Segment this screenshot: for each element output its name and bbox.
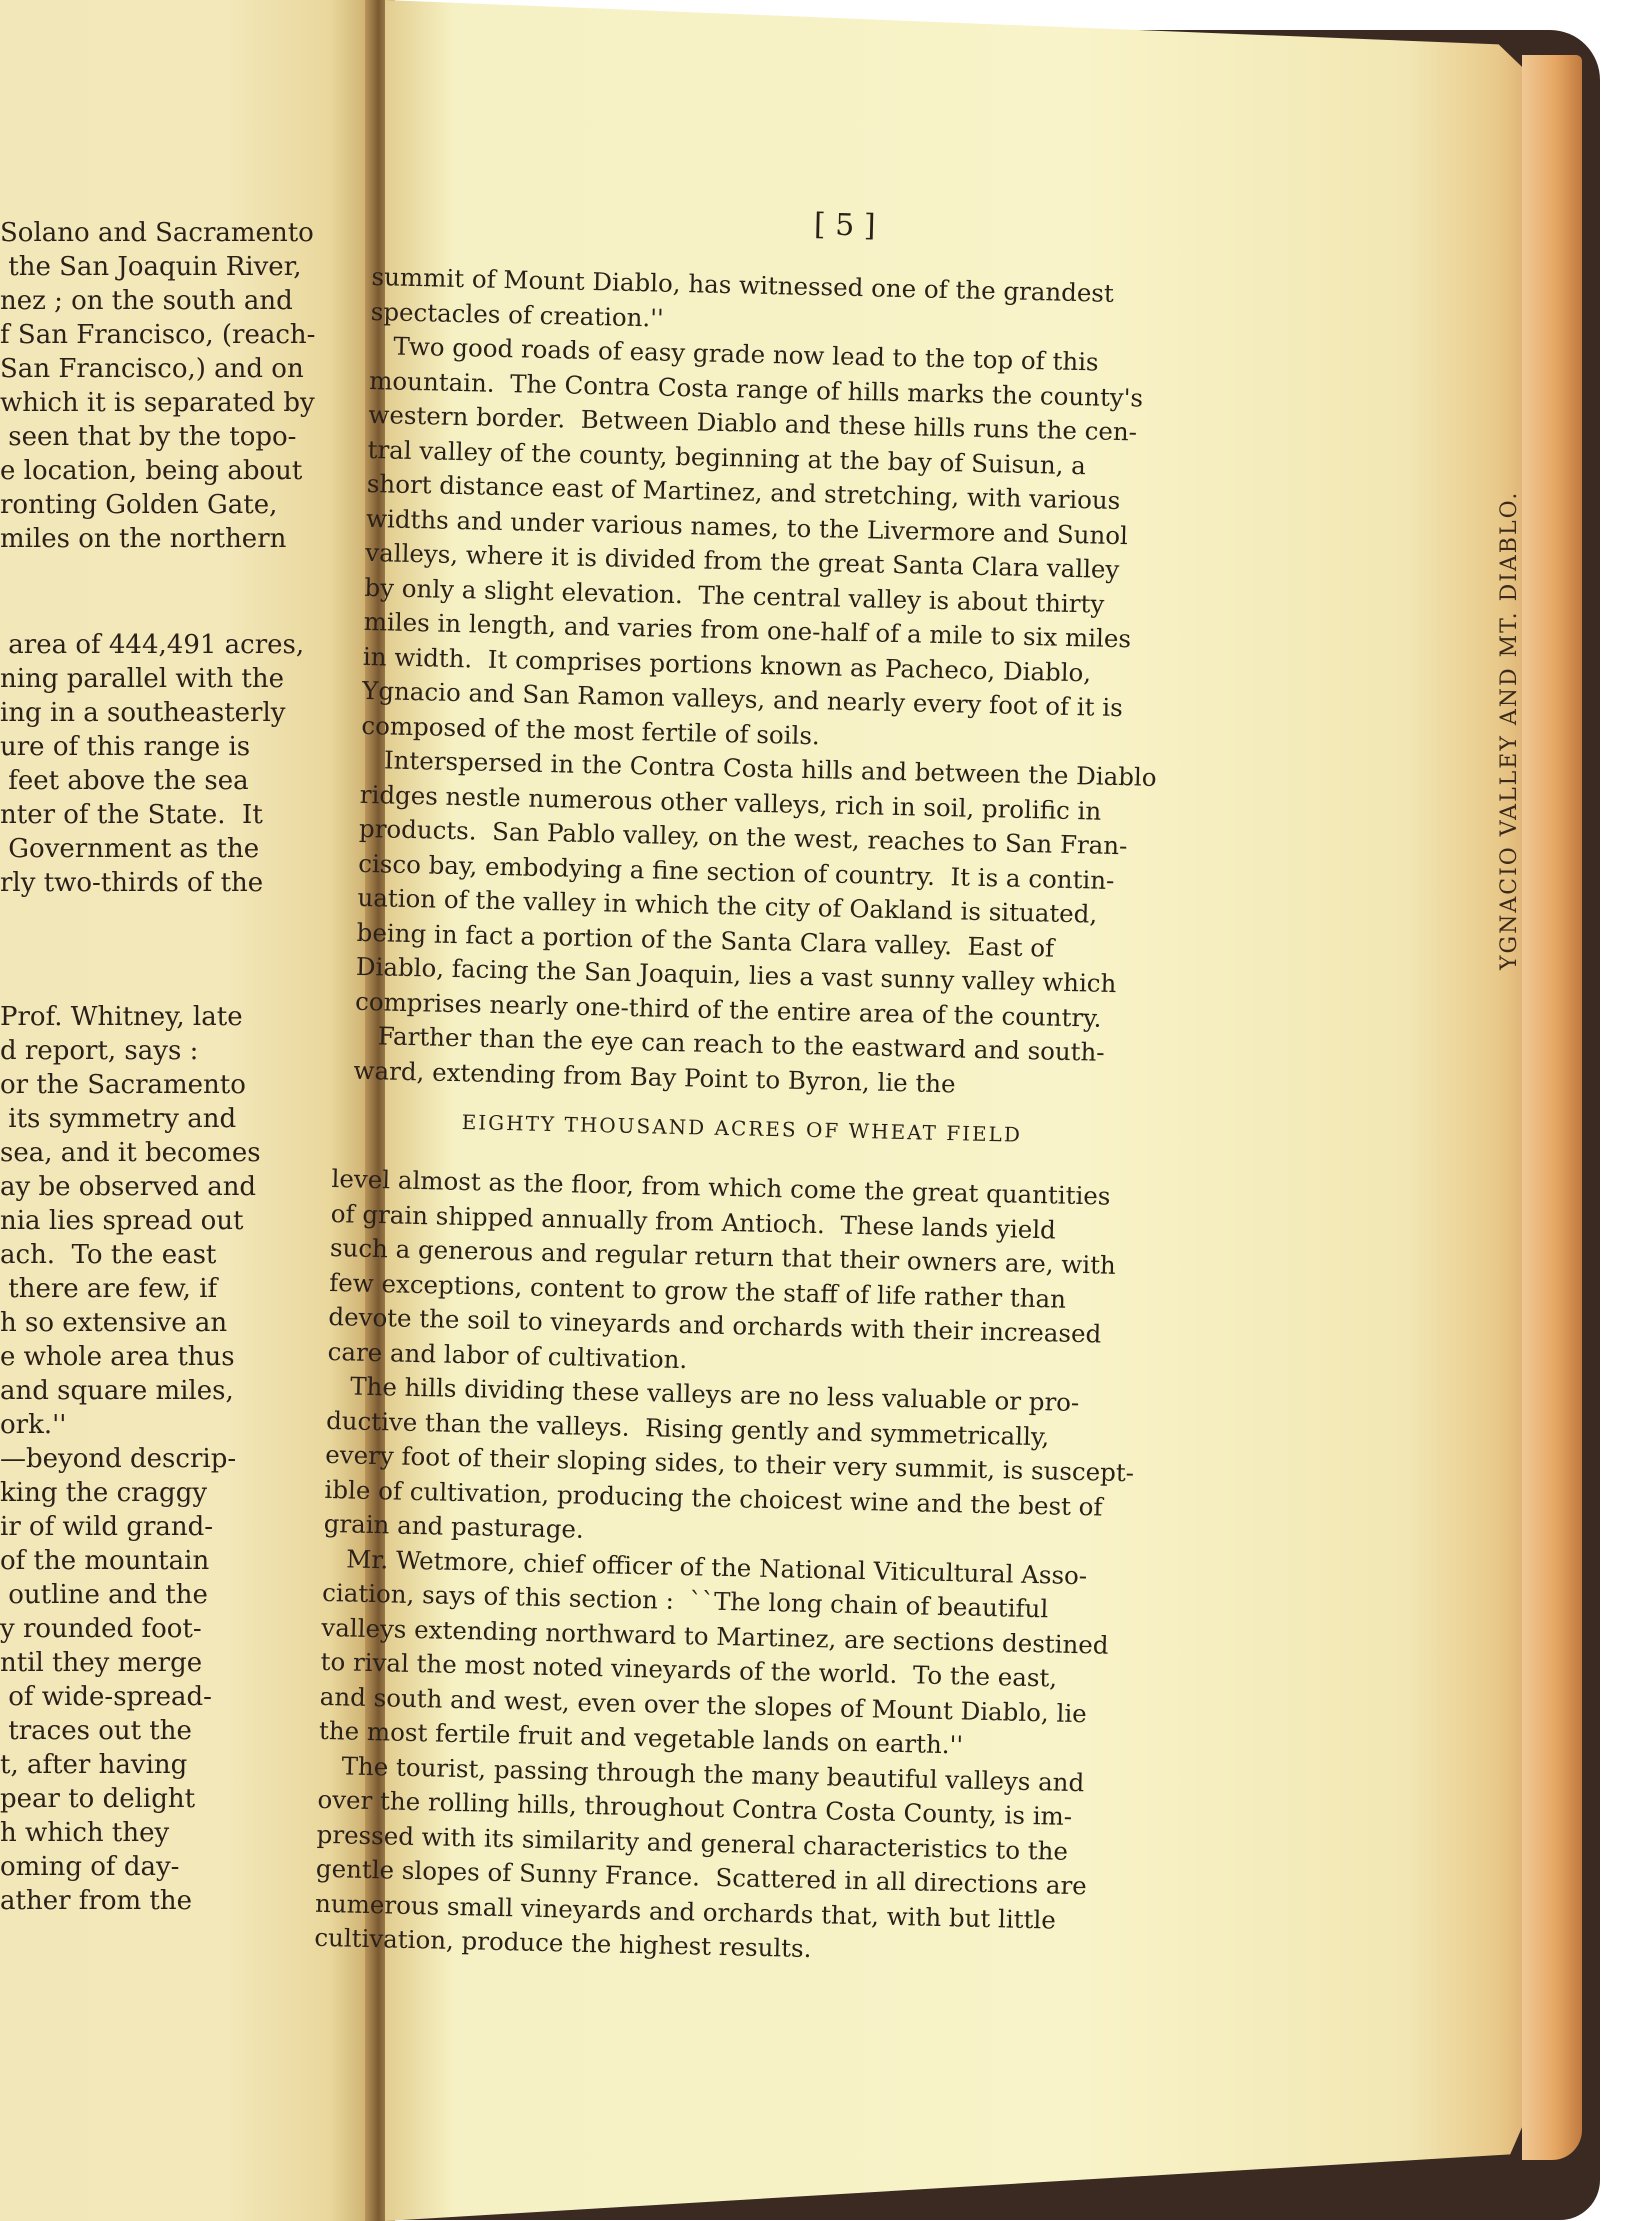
left-page-text-block-3: Prof. Whitney, late d report, says : or the Sacramento its symmetry and sea, and it becomes ay be observed and nia lies spread out ach. To the east there are few, if h so extensive an e whole area thus and square miles, ork.'' —beyond descrip- king the craggy ir of wild grand- of the mountain outline and the y rounded foot- ntil they merge of wide-spread- traces out the t, after having pear to delight h which they oming of day- ather from the — [0, 1002, 261, 1916]
body-paragraphs-lower: level almost as the floor, from which come the great quantities of grain shipped annually from Antioch. These lands yield such a generous and regular return that their owners are, with few exceptions, content to grow the staff of life rather than devote the soil to vineyards and orchards with their increased care and labor of cultivation. The hills dividing these valleys are no less valuable or pro- ductive than the valleys. Rising gently and symmetrically, every foot of their sloping sides, to their very summit, is suscept- ible of cultivation, producing the choicest wine and the best of grain and pasturage. Mr. Wetmore, chief officer of the National Viticultural Asso- ciation, says of this section : ``The long chain of beautiful valleys extending northward to Martinez, are sections destined to rival the most noted vineyards of the world. To the east, and south and west, even over the slopes of Mount Diablo, lie the most fertile fruit and vegetable lands on earth.'' The tourist, passing through the many beautiful valleys and over the rolling hills, throughout Contra Costa County, is im- pressed with its similarity and general characteristics to the gentle slopes of Sunny France. Scattered in all directions are numerous small vineyards and orchards that, with but little cultivation, produce the highest results. — [314, 1163, 1135, 1964]
running-head: YGNACIO VALLEY AND MT. DIABLO. — [1497, 490, 1522, 970]
page-edge — [1522, 55, 1582, 2160]
left-page-text-block-1: Solano and Sacramento the San Joaquin River, nez ; on the south and f San Francisco, (reach- San Francisco,) and on which it is separated by seen that by the topo- e location, being about ronting Golden Gate, miles on the northern — [0, 218, 316, 554]
page-number: [ 5 ] — [813, 207, 876, 244]
left-page-text-block-2: area of 444,491 acres, ning parallel with the ing in a southeasterly ure of this range is feet above the sea nter of the State. It Government as the rly two-thirds of the — [0, 630, 305, 898]
section-heading: EIGHTY THOUSAND ACRES OF WHEAT FIELD — [461, 1110, 1023, 1147]
body-paragraphs-upper: summit of Mount Diablo, has witnessed one of the grandest spectacles of creation.'' Two good roads of easy grade now lead to the top of this mountain. The Contra Costa range of hills marks the county's western border. Between Diablo and these hills runs the cen- tral valley of the county, beginning at the bay of Suisun, a short distance east of Martinez, and stretching, with various widths and under various names, to the Livermore and Sunol valleys, where it is divided from the great Santa Clara valley by only a slight elevation. The central valley is about thirty miles in length, and varies from one-half of a mile to six miles in width. It comprises portions known as Pacheco, Diablo, Ygnacio and San Ramon valleys, and nearly every foot of it is composed of the most fertile of soils. Interspersed in the Contra Costa hills and between the Diablo ridges nestle numerous other valleys, rich in soil, prolific in products. San Pablo valley, on the west, reaches to San Fran- cisco bay, embodying a fine section of country. It is a contin- uation of the valley in which the city of Oakland is situated, being in fact a portion of the Santa Clara valley. East of Diablo, facing the San Joaquin, lies a vast sunny valley which comprises nearly one-third of the entire area of the country. Farther than the eye can reach to the eastward and south- ward, extending from Bay Point to Byron, lie the — [353, 261, 1157, 1098]
